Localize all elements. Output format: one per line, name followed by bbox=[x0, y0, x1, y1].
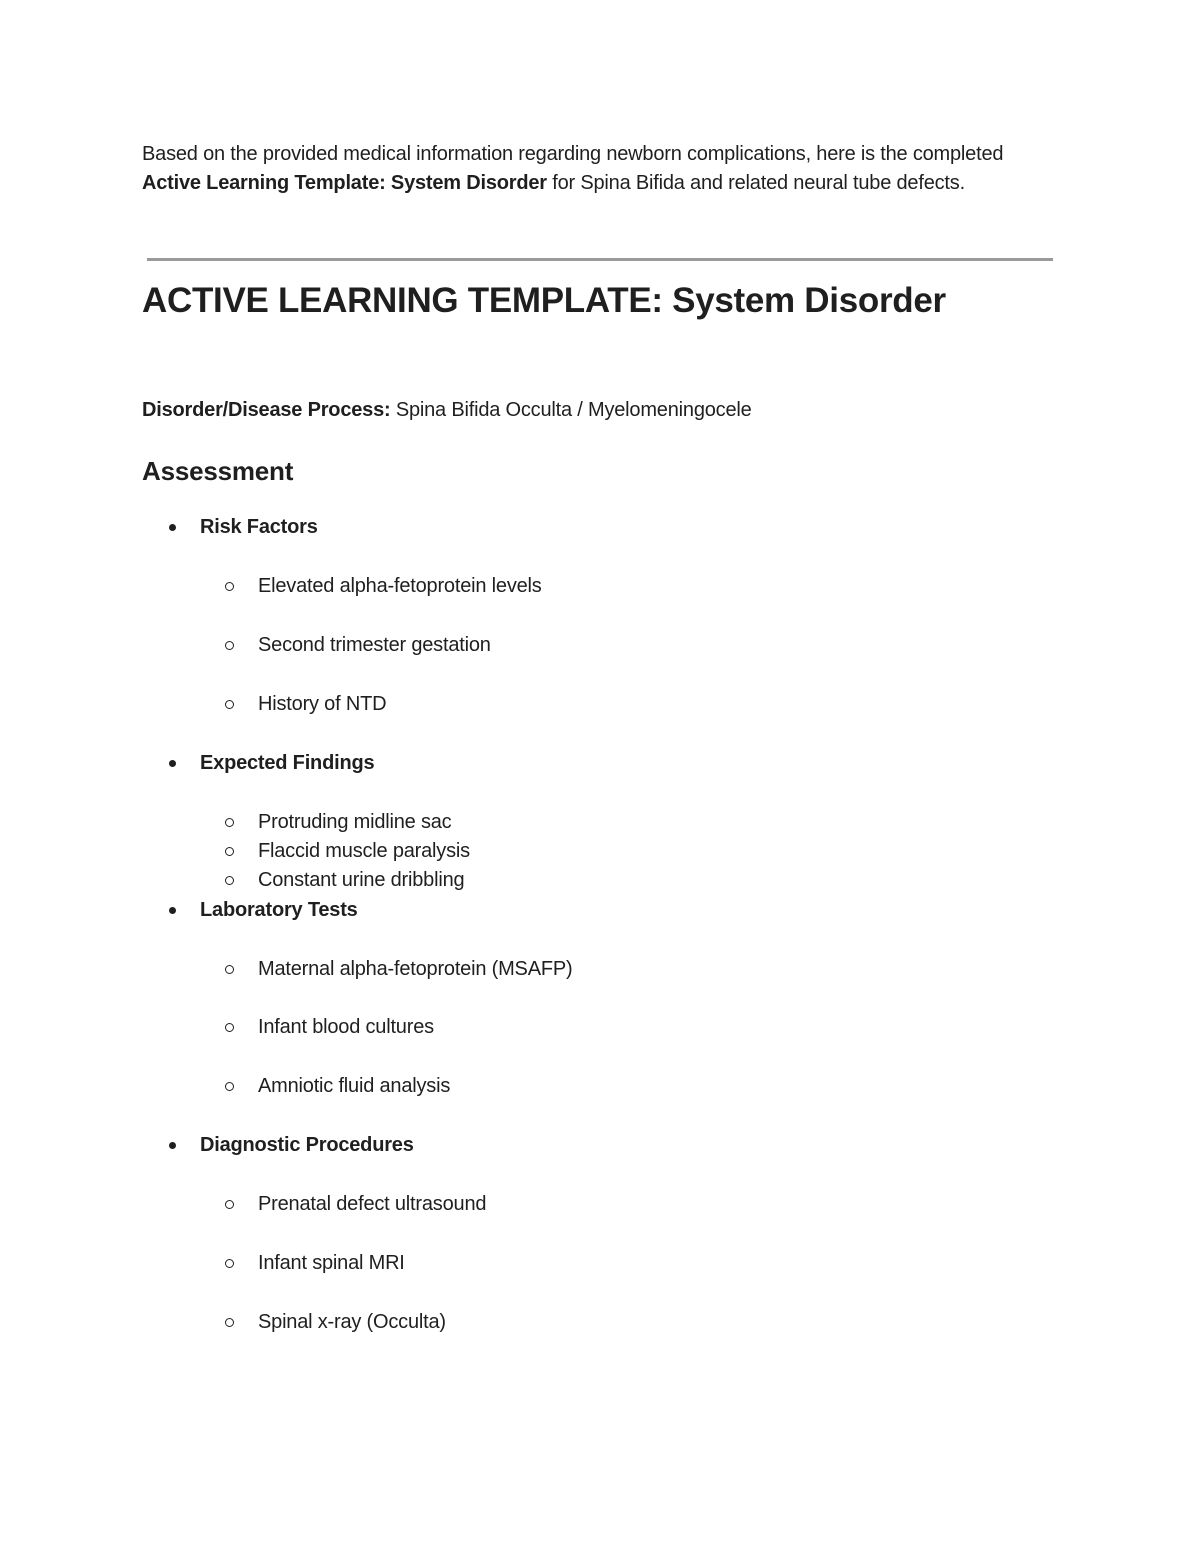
intro-prefix: Based on the provided medical information regarding newborn complications, here is the completed bbox=[142, 143, 1004, 165]
list-item-text: Second trimester gestation bbox=[258, 634, 491, 656]
list-item-text: Flaccid muscle paralysis bbox=[258, 840, 470, 862]
bullet-label: Diagnostic Procedures bbox=[200, 1134, 414, 1156]
list-item-text: Protruding midline sac bbox=[258, 811, 452, 833]
intro-suffix: for Spina Bifida and related neural tube defects. bbox=[546, 172, 965, 194]
disorder-value: Spina Bifida Occulta / Myelomeningocele bbox=[390, 399, 752, 421]
list-item-text: Prenatal defect ultrasound bbox=[258, 1193, 487, 1215]
disorder-line bbox=[142, 396, 752, 425]
bullet-dot-icon bbox=[169, 760, 176, 767]
horizontal-divider bbox=[147, 258, 1053, 261]
bullet-label: Laboratory Tests bbox=[200, 899, 358, 921]
bullet-label: Risk Factors bbox=[200, 516, 318, 538]
list-item-text: Constant urine dribbling bbox=[258, 869, 465, 891]
page-title: ACTIVE LEARNING TEMPLATE: System Disorder bbox=[142, 281, 946, 320]
bullet-dot-icon bbox=[169, 524, 176, 531]
hollow-bullet-icon bbox=[225, 582, 234, 591]
hollow-bullet-icon bbox=[225, 1023, 234, 1032]
disorder-label: Disorder/Disease Process: bbox=[142, 399, 391, 421]
intro-paragraph bbox=[142, 140, 1042, 198]
hollow-bullet-icon bbox=[225, 876, 234, 885]
list-item-text: Infant blood cultures bbox=[258, 1016, 434, 1038]
hollow-bullet-icon bbox=[225, 847, 234, 856]
hollow-bullet-icon bbox=[225, 641, 234, 650]
bullet-dot-icon bbox=[169, 907, 176, 914]
list-item-text: Elevated alpha-fetoprotein levels bbox=[258, 575, 542, 597]
hollow-bullet-icon bbox=[225, 1082, 234, 1091]
hollow-bullet-icon bbox=[225, 965, 234, 974]
hollow-bullet-icon bbox=[225, 818, 234, 827]
list-item-text: Maternal alpha-fetoprotein (MSAFP) bbox=[258, 958, 573, 980]
hollow-bullet-icon bbox=[225, 1318, 234, 1327]
hollow-bullet-icon bbox=[225, 1200, 234, 1209]
list-item-text: Infant spinal MRI bbox=[258, 1252, 405, 1274]
list-item-text: History of NTD bbox=[258, 693, 387, 715]
list-item-text: Amniotic fluid analysis bbox=[258, 1075, 451, 1097]
intro-bold-title: Active Learning Template: System Disorder bbox=[142, 172, 547, 194]
assessment-heading: Assessment bbox=[142, 456, 294, 486]
hollow-bullet-icon bbox=[225, 700, 234, 709]
bullet-dot-icon bbox=[169, 1142, 176, 1149]
hollow-bullet-icon bbox=[225, 1259, 234, 1268]
list-item-text: Spinal x-ray (Occulta) bbox=[258, 1311, 446, 1333]
document-page bbox=[142, 0, 1057, 1553]
bullet-label: Expected Findings bbox=[200, 752, 375, 774]
